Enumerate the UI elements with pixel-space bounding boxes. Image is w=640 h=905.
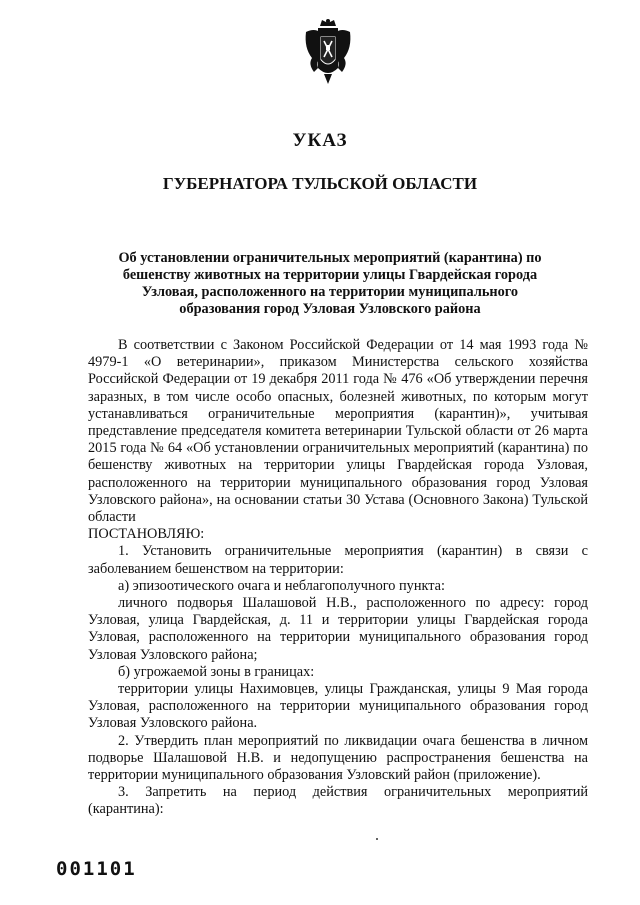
decree-body [88, 337, 588, 819]
clause-3: 3. Запретить на период действия ограничительных мероприятий (карантина): [88, 784, 588, 818]
decree-issuer: ГУБЕРНАТОРА ТУЛЬСКОЙ ОБЛАСТИ [162, 174, 478, 193]
scan-speck [376, 838, 378, 840]
decree-title: УКАЗ [292, 130, 348, 151]
clause-1a-text: личного подворья Шалашовой Н.В., расположенного по адресу: город Узловая, улица Гвардейская, д. 11 и территории улицы Гвардейская города Узловая, расположенного на территории муниципального образования город Узловая Узловского района; [88, 595, 588, 663]
clause-1b: б) угрожаемой зоны в границах: [118, 663, 315, 680]
decree-heading: Об установлении ограничительных мероприятий (карантина) по бешенству животных на территории улицы Гвардейская города Узловая, расположенного на территории муниципального образования город Узловая Узловского района [118, 250, 542, 317]
clause-1a: а) эпизоотического очага и неблагополучного пункта: [118, 577, 445, 594]
clause-1: 1. Установить ограничительные мероприятия (карантин) в связи с заболеванием бешенством на территории: [88, 543, 588, 577]
document-number: 001101 [56, 858, 137, 880]
coat-of-arms-icon [302, 18, 354, 88]
clause-2: 2. Утвердить план мероприятий по ликвидации очага бешенства в личном подворье Шалашовой Н.В. и недопущению распространения бешенства на территории муниципального образования Узловский район (приложение). [88, 732, 588, 784]
preamble-paragraph: В соответствии с Законом Российской Федерации от 14 мая 1993 года № 4979-1 «О ветеринарии», приказом Министерства сельского хозяйства Российской Федерации от 19 декабря 2011 года № 476 «Об утверждении перечня заразных, в том числе особо опасных, болезней животных, по которым могут устанавливаться ограничительные мероприятия (карантин)», учитывая представление председателя комитета ветеринарии Тульской области от 26 марта 2015 года № 64 «Об установлении ограничительных мероприятий (карантина) по бешенству животных на территории улицы Гвардейская города Узловая, расположенного на территории муниципального образования город Узловая Узловского района», на основании статьи 30 Устава (Основного Закона) Тульской области [88, 337, 588, 526]
clause-1b-text: территории улицы Нахимовцев, улицы Гражданская, улицы 9 Мая города Узловая, расположенного на территории муниципального образования город Узловая Узловского района. [88, 681, 588, 732]
resolution-word: ПОСТАНОВЛЯЮ: [88, 526, 205, 543]
